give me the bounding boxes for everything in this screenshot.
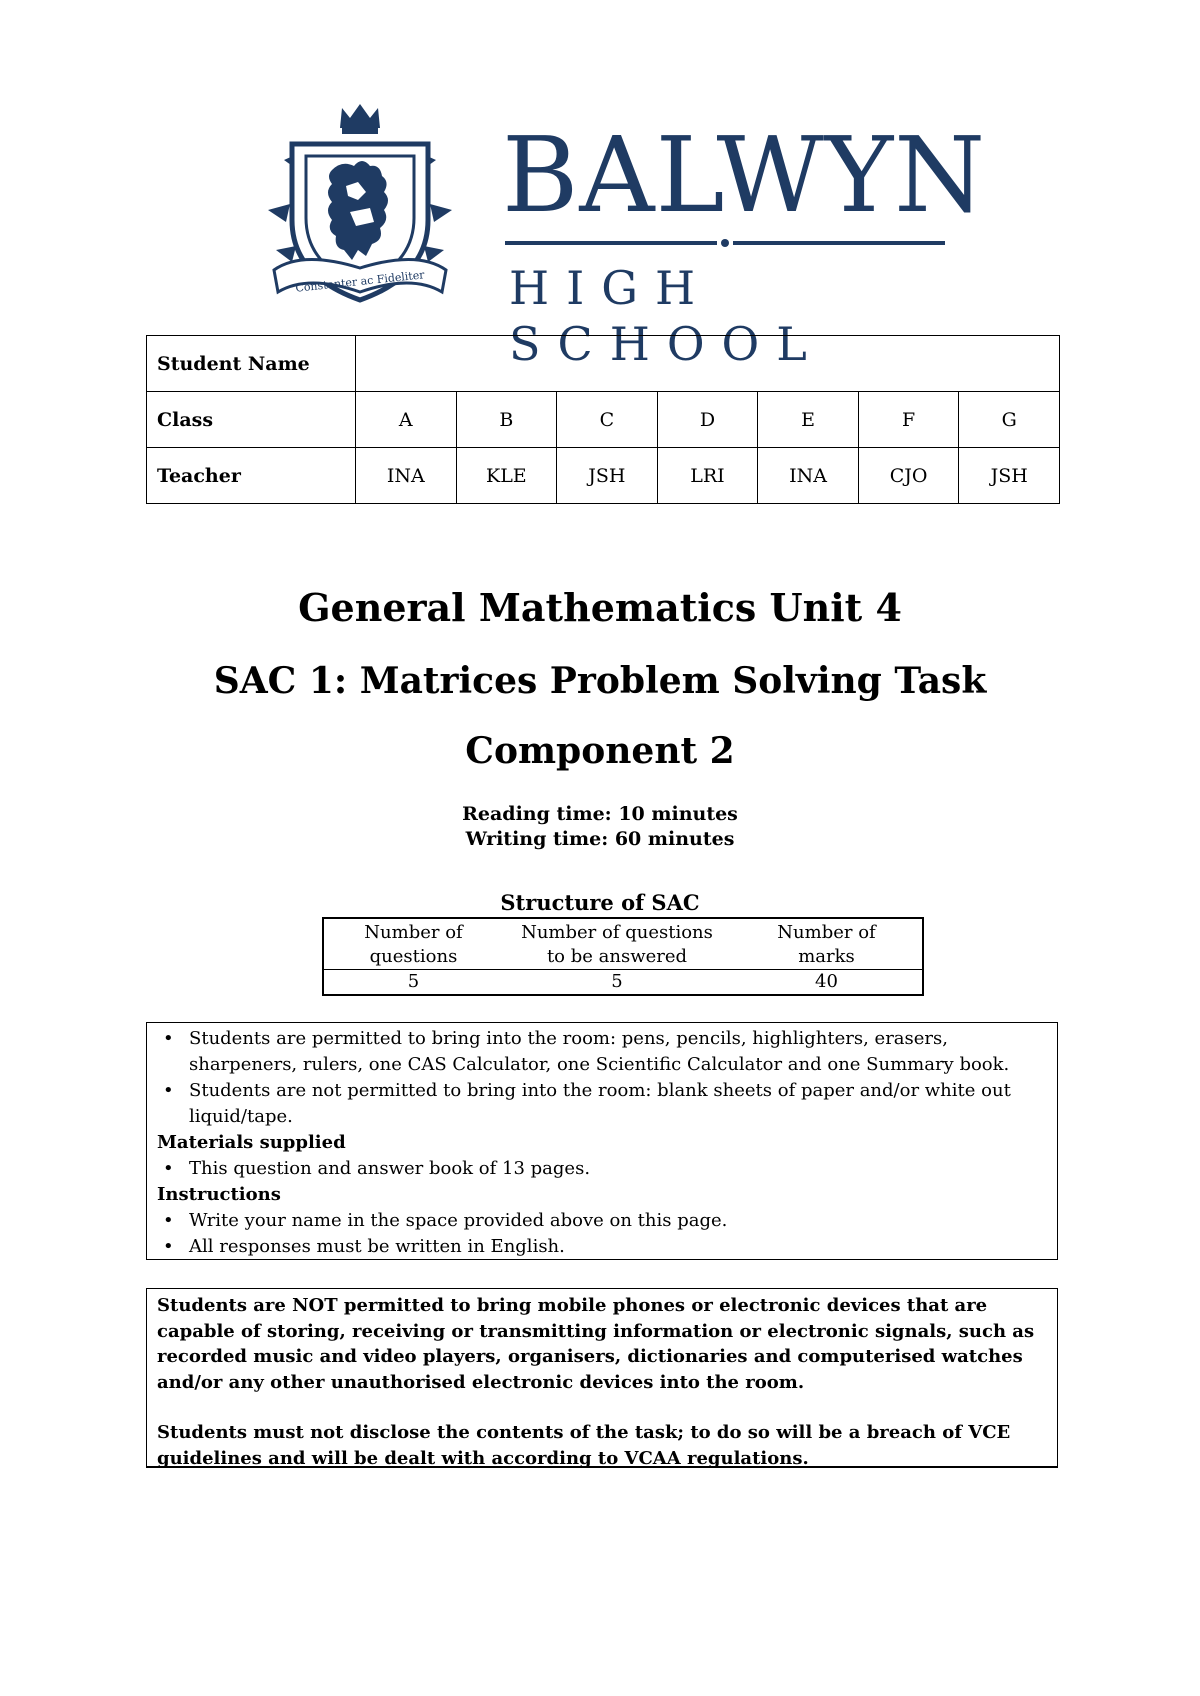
header-line: Number of	[777, 922, 876, 943]
instructions-heading: Instructions	[157, 1184, 281, 1205]
teacher-row	[147, 448, 1060, 504]
instructions-box	[146, 1022, 1058, 1260]
list-item: • Students are not permitted to bring into the room: blank sheets of paper and/or white out liquid/tape.	[157, 1078, 1047, 1130]
warning-box	[146, 1288, 1058, 1468]
teacher-code: KLE	[456, 448, 557, 504]
school-subtitle-wordmark: HIGH SCHOOL	[509, 261, 824, 371]
value-questions-to-answer: 5	[611, 971, 623, 992]
header-line: marks	[798, 946, 855, 967]
header-line: to be answered	[546, 946, 688, 967]
student-name-row	[147, 336, 1060, 392]
structure-table	[322, 917, 924, 996]
header-line: questions	[369, 946, 458, 967]
school-crest-logo	[262, 100, 458, 310]
instructions-list	[157, 1208, 1047, 1260]
student-details-table	[146, 335, 1060, 504]
permitted-list	[157, 1026, 1047, 1130]
structure-value-row	[323, 970, 923, 996]
header-number-of-questions	[323, 918, 503, 970]
value-number-of-marks: 40	[815, 971, 838, 992]
list-item: • Students are permitted to bring into the room: pens, pencils, highlighters, erasers, sharpeners, rulers, one CAS Calculator, one Scientific Calculator and one Summary book.	[157, 1026, 1047, 1078]
class-option[interactable]: D	[657, 392, 758, 448]
student-name-label: Student Name	[147, 336, 356, 392]
class-option[interactable]: G	[959, 392, 1060, 448]
class-option[interactable]: A	[356, 392, 457, 448]
component-title: Component 2	[465, 730, 735, 772]
school-name-wordmark: BALWYN	[502, 114, 987, 236]
crest-motto: Constanter ac Fideliter	[294, 268, 426, 295]
structure-header-row	[323, 918, 923, 970]
disclosure-warning: Students must not disclose the contents of the task; to do so will be a breach of VCE guidelines and will be dealt with according to VCAA regulations.	[157, 1422, 1011, 1469]
reading-time: Reading time: 10 minutes	[462, 803, 738, 825]
list-item: • Write your name in the space provided above on this page.	[157, 1208, 1047, 1234]
value-number-of-questions: 5	[407, 971, 420, 992]
teacher-label: Teacher	[147, 448, 356, 504]
class-row	[147, 392, 1060, 448]
class-option[interactable]: C	[557, 392, 658, 448]
teacher-code: JSH	[557, 448, 658, 504]
teacher-code: JSH	[959, 448, 1060, 504]
teacher-code: INA	[356, 448, 457, 504]
teacher-code: CJO	[858, 448, 959, 504]
student-name-field[interactable]	[356, 336, 1060, 392]
header-line: Number of	[364, 922, 463, 943]
list-item: • This question and answer book of 13 pages.	[157, 1156, 1047, 1182]
structure-heading: Structure of SAC	[500, 890, 700, 915]
time-allowance	[0, 802, 1200, 852]
class-option[interactable]: E	[758, 392, 859, 448]
class-option[interactable]: B	[456, 392, 557, 448]
teacher-code: LRI	[657, 448, 758, 504]
class-option[interactable]: F	[858, 392, 959, 448]
header-number-of-marks	[731, 918, 923, 970]
header-line: Number of questions	[521, 922, 713, 943]
wordmark-divider	[505, 235, 945, 251]
materials-heading: Materials supplied	[157, 1132, 346, 1153]
header-questions-to-answer	[503, 918, 731, 970]
school-header	[262, 100, 987, 371]
materials-list	[157, 1156, 1047, 1182]
devices-warning: Students are NOT permitted to bring mobile phones or electronic devices that are capable of storing, receiving or transmitting information or electronic signals, such as recorded music and video players, organisers, dictionaries and computerised watches and/or any other unauthorised electronic devices into the room.	[157, 1295, 1035, 1393]
writing-time: Writing time: 60 minutes	[465, 828, 735, 850]
list-item: • All responses must be written in English.	[157, 1234, 1047, 1260]
class-label: Class	[147, 392, 356, 448]
course-title: General Mathematics Unit 4	[298, 585, 902, 630]
task-title: SAC 1: Matrices Problem Solving Task	[213, 660, 987, 702]
teacher-code: INA	[758, 448, 859, 504]
